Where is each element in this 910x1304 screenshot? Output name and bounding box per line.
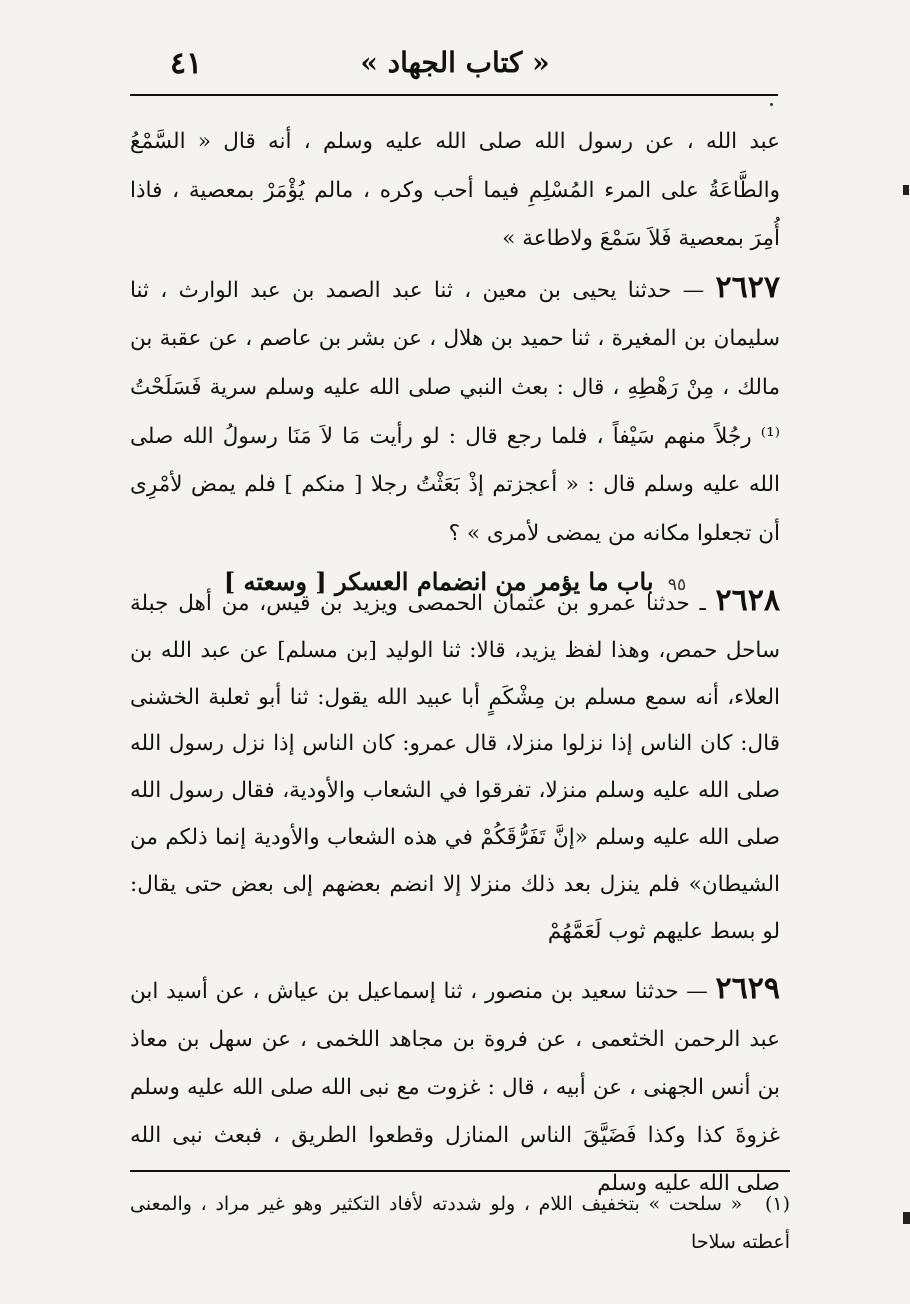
footnote-marker: (١) <box>764 1193 790 1215</box>
hadith-text: — حدثنا سعيد بن منصور ، ثنا إسماعيل بن عياش ، عن أسيد ابن عبد الرحمن الخثعمى ، عن فروة بن مجاهد اللخمى ، عن سهل بن معاذ بن أنس الجهنى ، عن أبيه ، قال : غزوت مع نبى الله صلى الله عليه وسلم غزوةَ كذا وكذا فَضَيَّقَ الناس المنازل وقطعوا الطريق ، فبعث نبى الله صلى الله عليه وسلم <box>130 979 780 1196</box>
hadith-2627 <box>130 264 780 559</box>
upper-text-block <box>130 118 780 610</box>
footnote-rule <box>130 1170 790 1172</box>
header-rule <box>130 94 778 96</box>
hadith-text: — حدثنا يحيى بن معين ، ثنا عبد الصمد بن عبد الوارث ، ثنا سليمان بن المغيرة ، ثنا حميد بن هلال ، عن بشر بن عاصم ، عن عقبة بن مالك ، مِنْ رَهْطِهِ ، قال : بعث النبي صلى الله عليه وسلم سرية فَسَلَحْتُ ⁽¹⁾ رجُلاً منهم سَيْفاً ، فلما رجع قال : لو رأيت مَا لاَ مَنَا رسولُ الله صلى الله عليه وسلم قال : « أعجزتم إذْ بَعَثْتُ رجلا [ منكم ] فلم يمض لأمْرِى أن تجعلوا مكانه من يمضى لأمرى » ؟ <box>130 277 780 546</box>
hadith-number: ٢٦٢٩ <box>715 971 780 1006</box>
hadith-text: ـ حدثنا عمرو بن عثمان الحمصى ويزيد بن قيس، من أهل جبلة ساحل حمص، وهذا لفظ يزيد، قالا: ثنا الوليد [بن مسلم] عن عبد الله بن العلاء، أنه سمع مسلم بن مِشْكَمٍ أبا عبيد الله يقول: ثنا أبو ثعلبة الخشنى قال: كان الناس إذا نزلوا منزلا، قال عمرو: كان الناس إذا نزل رسول الله صلى الله عليه وسلم منزلا، تفرقوا في الشعاب والأودية، فقال رسول الله صلى الله عليه وسلم «إنَّ تَفَرُّقَكُمْ في هذه الشعاب والأودية إنما ذلكم من الشيطان» فلم ينزل بعد ذلك منزلا إلا انضم بعضهم إلى بعض حتى يقال: لو بسط عليهم ثوب لَعَمَّهُمْ <box>130 591 780 944</box>
page-number: ٤١ <box>170 46 203 81</box>
chapter-title: باب ما يؤمر من انضمام العسكر [ وسعته ] <box>223 567 654 597</box>
intro-paragraph: عبد الله ، عن رسول الله صلى الله عليه وسلم ، أنه قال « السَّمْعُ والطَّاعَةُ على المرء المُسْلِمِ فيما أحب وكره ، مالم يُؤْمَرْ بمعصية ، فاذا أُمِرَ بمعصية فَلاَ سَمْعَ ولاطاعة » <box>130 129 780 252</box>
hadith-2628 <box>130 578 780 955</box>
chapter-number: ٩٥ <box>667 575 687 596</box>
scan-mark <box>903 1212 910 1224</box>
running-title: « كتاب الجهاد » <box>360 46 550 79</box>
scan-speck <box>770 103 773 106</box>
hadith-number: ٢٦٢٨ <box>715 583 780 618</box>
page-header <box>130 40 780 90</box>
footnote <box>130 1185 790 1261</box>
hadith-number: ٢٦٢٧ <box>715 269 780 305</box>
footnote-text: « سلحت » بتخفيف اللام ، ولو شددته لأفاد التكثير وهو غير مراد ، والمعنى أعطته سلاحا <box>130 1193 790 1253</box>
scan-mark <box>903 185 909 195</box>
